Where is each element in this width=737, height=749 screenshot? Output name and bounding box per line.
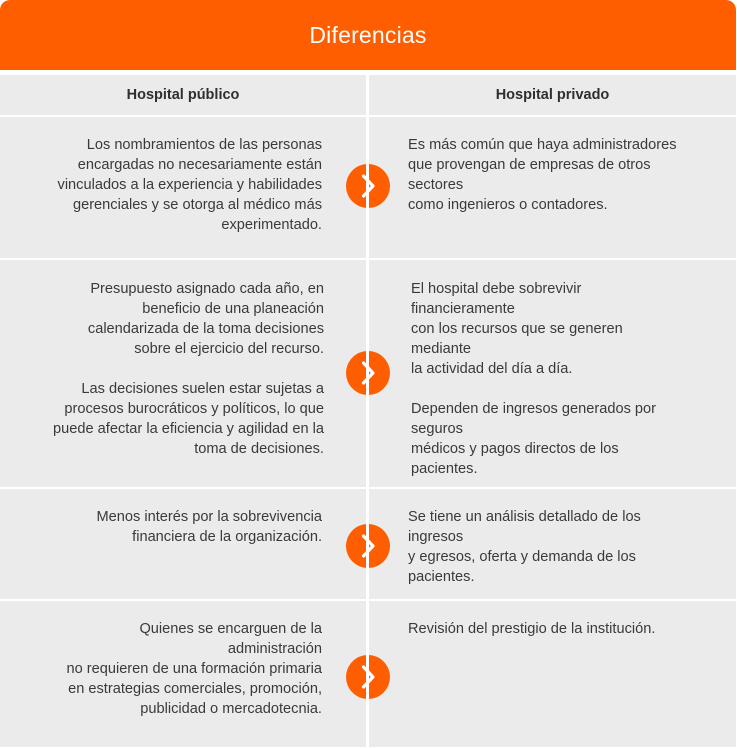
public-cell-2-text-b: Las decisiones suelen estar sujetas a procesos burocráticos y políticos, lo que puede afectar la eficiencia y agilidad en la toma de decisiones. bbox=[53, 381, 324, 457]
private-cell-2 bbox=[411, 279, 723, 479]
public-cell-4-text: Quienes se encarguen de la administración no requieren de una formación primaria en estrategias comerciales, promoción, publicidad o mercadotecnia. bbox=[66, 621, 322, 717]
public-cell-3 bbox=[20, 507, 322, 547]
private-cell-4-text: Revisión del prestigio de la institución. bbox=[408, 621, 656, 637]
private-cell-3-text: Se tiene un análisis detallado de los ingresos y egresos, oferta y demanda de los pacientes. bbox=[408, 509, 641, 585]
public-cell-2-text-a: Presupuesto asignado cada año, en beneficio de una planeación calendarizada de la toma decisiones sobre el ejercicio del recurso. bbox=[87, 281, 324, 357]
public-cell-3-text: Menos interés por la sobrevivencia financiera de la organización. bbox=[96, 509, 322, 545]
column-header-private: Hospital privado bbox=[495, 87, 610, 103]
public-cell-2 bbox=[20, 279, 324, 459]
private-cell-3 bbox=[408, 507, 723, 587]
column-divider bbox=[366, 75, 369, 749]
private-cell-1-text: Es más común que haya administradores que provengan de empresas de otros sectores como ingenieros o contadores. bbox=[408, 137, 677, 213]
card-title: Diferencias bbox=[309, 21, 427, 48]
public-cell-1 bbox=[20, 135, 322, 235]
private-cell-4 bbox=[408, 619, 723, 639]
private-cell-2-text-b: Dependen de ingresos generados por seguros médicos y pagos directos de los pacientes. bbox=[411, 401, 657, 477]
private-cell-2-text-a: El hospital debe sobrevivir financieramente con los recursos que se generen mediante la actividad del día a día. bbox=[411, 281, 623, 377]
public-cell-1-text: Los nombramientos de las personas encargadas no necesariamente están vinculados a la experiencia y habilidades gerenciales y se otorga al médico más experimentado. bbox=[57, 137, 322, 233]
column-header-public: Hospital público bbox=[126, 87, 240, 103]
public-cell-4 bbox=[20, 619, 322, 719]
card-header bbox=[0, 0, 736, 70]
private-cell-1 bbox=[408, 135, 723, 215]
